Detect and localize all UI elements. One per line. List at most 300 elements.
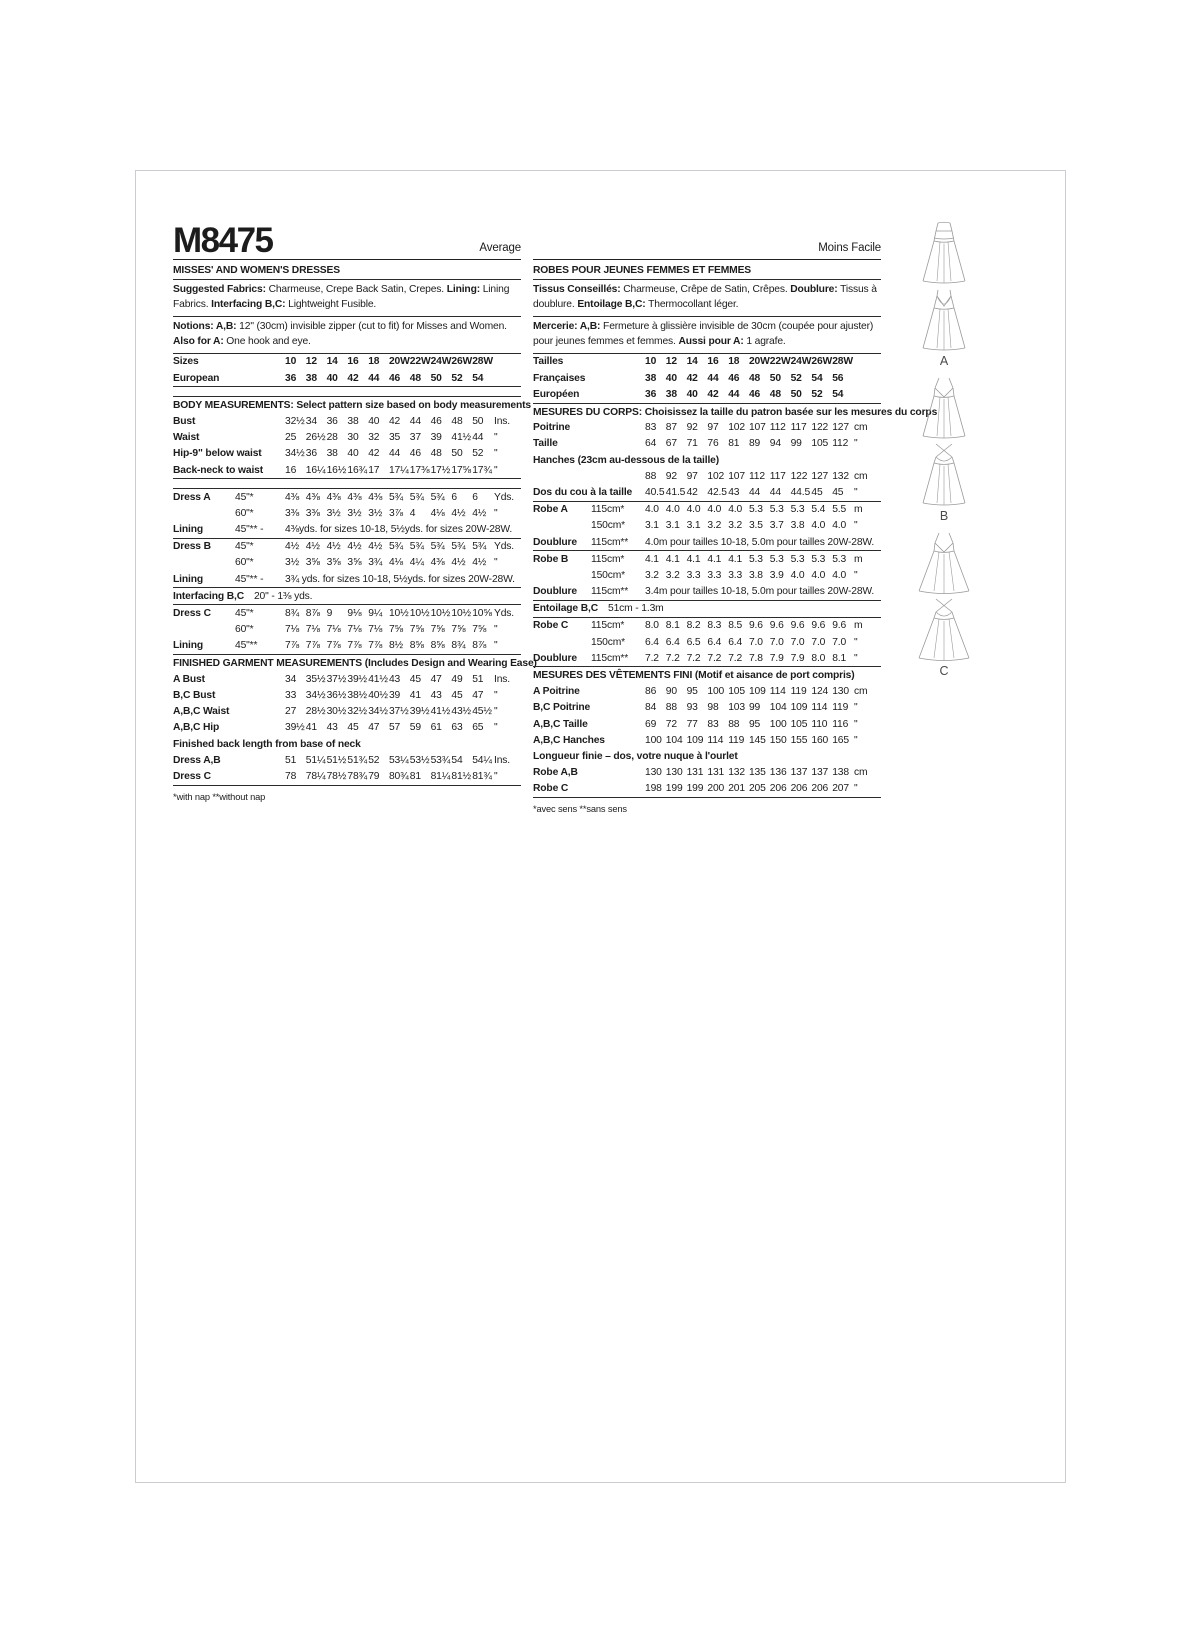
value-cell: 7.2	[707, 652, 722, 664]
value-cell: 22W	[409, 356, 431, 368]
value-cell: 36	[305, 448, 317, 460]
value-cell: 3.5	[748, 520, 763, 532]
row-sublabel: 150cm*	[591, 636, 626, 648]
unit-cell: "	[854, 487, 858, 499]
value-cell: 17¼	[388, 464, 409, 476]
value-cell: 47	[368, 722, 380, 734]
table-row	[533, 485, 881, 501]
table-row	[533, 584, 881, 600]
value-cell: 4.0	[645, 504, 659, 516]
difficulty-level-french: Moins Facile	[818, 242, 881, 255]
paragraph-segment: Charmeuse, Crêpe de Satin, Crêpes.	[620, 283, 791, 295]
value-cell: 42	[368, 448, 380, 460]
row-label: Européen	[533, 388, 580, 400]
value-cell: 53½	[409, 754, 430, 766]
unit-cell: "	[494, 706, 498, 718]
value-cell: 54	[472, 372, 484, 384]
value-cell: 48	[451, 416, 463, 428]
row-sublabel: 45"*	[235, 491, 254, 503]
section-title: ROBES POUR JEUNES FEMMES ET FEMMES	[533, 264, 752, 276]
value-cell: 24W	[790, 356, 812, 368]
row-label: Tailles	[533, 356, 564, 368]
value-cell: 28½	[305, 706, 326, 718]
value-cell: 16	[285, 464, 297, 476]
value-cell: 97	[707, 422, 719, 434]
value-cell: 41½	[430, 706, 451, 718]
value-cell: 50	[451, 448, 463, 460]
value-cell: 8.5	[728, 620, 743, 632]
value-cell: 47	[430, 673, 442, 685]
row-sublabel: 45"** -	[235, 573, 264, 585]
value-cell: 44	[472, 432, 484, 444]
value-cell: 107	[728, 470, 745, 482]
value-cell: 38	[645, 372, 657, 384]
table-row	[533, 634, 881, 650]
value-cell: 105	[790, 718, 808, 730]
unit-cell: "	[494, 722, 498, 734]
value-cell: 35½	[305, 673, 326, 685]
row-values	[285, 415, 493, 428]
value-cell: 16½	[326, 464, 347, 476]
value-cell: 37½	[388, 706, 409, 718]
value-cell: 6.4	[665, 636, 680, 648]
value-cell: 4.0	[832, 520, 847, 532]
row-values	[645, 519, 853, 532]
value-cell: 4.1	[645, 553, 659, 565]
row-sublabel: 45"*	[235, 541, 254, 553]
table-section-header: Longueur finie – dos, votre nuque à l'ourlet	[533, 751, 738, 763]
value-cell: 3.2	[665, 569, 680, 581]
value-cell: 107	[748, 422, 766, 434]
paragraph-segment: Notions: A,B:	[173, 320, 237, 332]
value-cell: 3⅝	[347, 557, 362, 569]
paragraph-segment: 12" (30cm) invisible zipper (cut to fit) for Misses and Women.	[236, 320, 507, 332]
table-section-header: Finished back length from base of neck	[173, 738, 361, 750]
row-values	[645, 701, 853, 714]
table-row	[533, 716, 881, 732]
value-cell: 17½	[430, 464, 451, 476]
value-cell: 3.1	[665, 520, 680, 532]
table-section-header: Hanches (23cm au-dessous de la taille)	[533, 455, 720, 467]
paragraph-segment: Thermocollant léger.	[645, 298, 739, 310]
value-cell: 3.1	[645, 520, 659, 532]
value-cell: 8¾	[451, 640, 466, 652]
value-cell: 4⅜	[430, 557, 445, 569]
value-cell: 5.3	[748, 553, 763, 565]
table-row	[173, 370, 521, 386]
paragraph	[533, 317, 881, 353]
value-cell: 6.5	[686, 636, 701, 648]
value-cell: 44	[409, 416, 421, 428]
paragraph-segment: Aussi pour A:	[678, 335, 744, 347]
value-cell: 45	[451, 689, 463, 701]
paragraph-segment: Suggested Fabrics:	[173, 283, 266, 295]
value-cell: 93	[686, 702, 698, 714]
section-title: MISSES' AND WOMEN'S DRESSES	[173, 264, 340, 276]
value-cell: 7.2	[665, 652, 680, 664]
english-header	[173, 213, 521, 260]
value-cell: 34½	[285, 448, 305, 460]
value-cell: 48	[748, 372, 761, 384]
value-cell: 4⅜	[326, 491, 341, 503]
row-label: Taille	[533, 438, 558, 450]
value-cell: 17	[368, 464, 380, 476]
value-cell: 135	[748, 767, 766, 779]
row-values	[645, 782, 853, 795]
value-cell: 88	[665, 702, 677, 714]
value-cell: 6	[472, 491, 478, 503]
value-cell: 7.0	[811, 636, 826, 648]
table-row	[533, 650, 881, 666]
value-cell: 54	[832, 388, 844, 400]
value-cell: 201	[728, 783, 745, 795]
row-sublabel: 115cm*	[591, 553, 625, 565]
table-row	[173, 720, 521, 736]
value-cell: 7⅞	[347, 640, 362, 652]
value-cell: 34½	[305, 689, 326, 701]
value-cell: 109	[686, 734, 704, 746]
value-cell: 3.2	[707, 520, 722, 532]
row-label: Lining	[173, 524, 203, 536]
value-cell: 5.3	[790, 553, 805, 565]
table-row	[533, 700, 881, 716]
value-cell: 39½	[285, 722, 305, 734]
value-cell: 119	[790, 686, 807, 698]
unit-cell: Ins.	[494, 673, 510, 685]
dress-b-back-illustration	[913, 441, 975, 507]
value-cell: 7⅞	[305, 640, 320, 652]
paragraph-segment: 1 agrafe.	[743, 335, 786, 347]
table-row	[533, 684, 881, 700]
value-cell: 7⅛	[285, 624, 300, 636]
value-cell: 20W	[388, 356, 410, 368]
unit-cell: "	[494, 557, 498, 569]
row-sublabel: 115cm*	[591, 620, 625, 632]
unit-cell: "	[854, 734, 858, 746]
value-cell: 25	[285, 432, 297, 444]
value-cell: 3⅞	[388, 507, 403, 519]
table-row	[533, 551, 881, 567]
value-cell: 42	[388, 416, 401, 428]
value-cell: 26W	[451, 356, 473, 368]
row-values	[645, 388, 853, 401]
dress-c-front-illustration	[913, 529, 975, 595]
value-cell: 100	[645, 734, 662, 746]
value-cell: 43	[388, 673, 401, 685]
table-row	[533, 518, 881, 534]
value-cell: 5¾	[388, 541, 403, 553]
table-row	[533, 601, 881, 617]
value-cell: 122	[790, 470, 808, 482]
value-cell: 92	[686, 422, 698, 434]
unit-cell: cm	[854, 422, 868, 434]
value-cell: 7⅛	[305, 624, 320, 636]
dress-a-front-illustration	[913, 219, 975, 285]
unit-cell: "	[854, 783, 858, 795]
value-cell: 3½	[326, 507, 341, 519]
dress-c-back-illustration	[913, 596, 975, 662]
value-cell: 81½	[451, 770, 471, 782]
value-cell: 9	[326, 607, 333, 619]
table-row	[173, 354, 521, 370]
unit-cell: "	[494, 689, 498, 701]
pattern-envelope-back-page	[135, 170, 1066, 1483]
value-cell: 28W	[472, 356, 493, 368]
row-values	[645, 553, 853, 566]
row-label: Dress A	[173, 491, 211, 503]
value-cell: 104	[665, 734, 683, 746]
value-cell: 10½	[451, 607, 471, 619]
value-cell: 4.0	[811, 520, 826, 532]
unit-cell: "	[854, 438, 858, 450]
value-cell: 112	[832, 438, 849, 450]
row-label: A,B,C Waist	[173, 706, 230, 718]
value-cell: 98	[707, 702, 719, 714]
value-cell: 46	[430, 416, 442, 428]
value-cell: 102	[707, 470, 725, 482]
value-cell: 105	[811, 438, 829, 450]
value-cell: 26W	[811, 356, 833, 368]
unit-cell: "	[494, 464, 498, 476]
value-cell: 89	[748, 438, 761, 450]
value-cell: 7.2	[686, 652, 701, 664]
table-row	[173, 489, 521, 505]
row-text: 51cm - 1.3m	[608, 603, 664, 615]
row-values	[645, 470, 853, 483]
row-label: Robe C	[533, 620, 569, 632]
table-row	[173, 555, 521, 571]
value-cell: 9.6	[811, 620, 826, 632]
table-row	[173, 622, 521, 638]
row-values	[645, 685, 853, 698]
row-values	[285, 721, 493, 734]
value-cell: 100	[707, 686, 725, 698]
spacer	[173, 387, 521, 396]
value-cell: 27	[285, 706, 297, 718]
table-section-header: MESURES DES VÊTEMENTS FINI (Motif et aisance de port compris)	[533, 670, 855, 682]
unit-cell: Yds.	[494, 541, 515, 553]
value-cell: 28	[326, 432, 338, 444]
value-cell: 67	[665, 438, 677, 450]
value-cell: 6.4	[707, 636, 722, 648]
value-cell: 131	[686, 767, 704, 779]
row-values	[645, 766, 853, 779]
row-values	[285, 431, 493, 444]
value-cell: 4⅜	[368, 491, 383, 503]
row-label: B,C Bust	[173, 689, 216, 701]
unit-cell: Yds.	[494, 491, 515, 503]
row-values	[285, 540, 493, 553]
row-label: Back-neck to waist	[173, 464, 264, 476]
row-values	[285, 355, 493, 368]
row-values	[285, 447, 493, 460]
unit-cell: "	[494, 448, 498, 460]
row-sublabel: 60"*	[235, 507, 254, 519]
value-cell: 42.5	[707, 487, 727, 499]
value-cell: 4½	[472, 557, 487, 569]
value-cell: 83	[645, 422, 657, 434]
row-label: Robe C	[533, 783, 569, 795]
value-cell: 4.1	[686, 553, 701, 565]
row-label: European	[173, 372, 220, 384]
value-cell: 3.8	[790, 520, 805, 532]
value-cell: 38	[347, 416, 359, 428]
value-cell: 50	[472, 416, 484, 428]
value-cell: 48	[769, 388, 781, 400]
value-cell: 112	[748, 470, 765, 482]
row-label: A,B,C Hanches	[533, 734, 605, 746]
value-cell: 20W	[748, 356, 770, 368]
value-cell: 122	[811, 422, 829, 434]
value-cell: 52	[790, 372, 802, 384]
value-cell: 88	[728, 718, 740, 730]
value-cell: 50	[790, 388, 802, 400]
table-row	[533, 568, 881, 584]
value-cell: 7⅛	[347, 624, 362, 636]
value-cell: 7.9	[769, 652, 784, 664]
value-cell: 46	[409, 448, 421, 460]
paragraph-segment: Tissus à doublure.	[533, 283, 877, 310]
value-cell: 46	[728, 372, 740, 384]
value-cell: 104	[769, 702, 787, 714]
value-cell: 3⅝	[326, 557, 341, 569]
value-cell: 78¾	[347, 770, 367, 782]
row-values	[285, 639, 493, 652]
value-cell: 51¾	[347, 754, 367, 766]
value-cell: 3.7	[769, 520, 784, 532]
row-label: Poitrine	[533, 422, 571, 434]
value-cell: 8½	[388, 640, 403, 652]
value-cell: 7.8	[748, 652, 763, 664]
unit-cell: cm	[854, 767, 868, 779]
unit-cell: "	[854, 702, 858, 714]
value-cell: 99	[790, 438, 802, 450]
value-cell: 17⅝	[451, 464, 471, 476]
value-cell: 41	[305, 722, 317, 734]
value-cell: 43	[326, 722, 338, 734]
unit-cell: m	[854, 620, 863, 632]
row-sublabel: 115cm**	[591, 586, 629, 598]
value-cell: 7⅝	[451, 624, 466, 636]
footnote: *avec sens **sans sens	[533, 804, 627, 815]
value-cell: 132	[832, 470, 849, 482]
row-sublabel: 115cm**	[591, 652, 629, 664]
row-sublabel: 115cm**	[591, 536, 629, 548]
value-cell: 94	[769, 438, 781, 450]
value-cell: 4.1	[728, 553, 743, 565]
dress-illustrations	[899, 219, 989, 684]
value-cell: 114	[769, 686, 786, 698]
value-cell: 35	[388, 432, 401, 444]
table-row	[173, 671, 521, 687]
value-cell: 81¾	[472, 770, 492, 782]
value-cell: 8.1	[832, 652, 847, 664]
unit-cell: cm	[854, 686, 868, 698]
value-cell: 18	[368, 356, 380, 368]
value-cell: 9¼	[368, 607, 383, 619]
paragraph-segment: Lining Fabrics.	[173, 283, 510, 310]
value-cell: 5¾	[430, 491, 445, 503]
value-cell: 112	[769, 422, 786, 434]
value-cell: 7⅝	[409, 624, 424, 636]
value-cell: 88	[645, 470, 657, 482]
value-cell: 4.0	[728, 504, 743, 516]
value-cell: 51½	[326, 754, 347, 766]
value-cell: 9.6	[790, 620, 805, 632]
row-values	[285, 623, 493, 636]
value-cell: 4½	[472, 507, 487, 519]
value-cell: 4.0	[707, 504, 722, 516]
value-cell: 4⅜	[305, 491, 320, 503]
table-row	[533, 469, 881, 485]
footnote: *with nap **without nap	[173, 791, 266, 802]
value-cell: 9⅛	[347, 607, 362, 619]
value-cell: 17¾	[472, 464, 492, 476]
paragraph-segment: Also for A:	[173, 335, 224, 347]
value-cell: 200	[707, 783, 725, 795]
value-cell: 5¾	[409, 491, 424, 503]
value-cell: 45½	[472, 706, 492, 718]
paragraph-segment: Lining:	[446, 283, 480, 295]
value-cell: 206	[790, 783, 808, 795]
value-cell: 65	[472, 722, 484, 734]
dress-b-label: B	[939, 509, 949, 523]
value-cell: 206	[769, 783, 787, 795]
value-cell: 84	[645, 702, 657, 714]
value-cell: 4¼	[409, 557, 424, 569]
value-cell: 5.3	[811, 553, 826, 565]
unit-cell: "	[494, 432, 498, 444]
value-cell: 6.4	[728, 636, 743, 648]
value-cell: 40	[686, 388, 698, 400]
value-cell: 38	[326, 448, 338, 460]
french-header	[533, 213, 881, 260]
value-cell: 54¼	[472, 754, 492, 766]
value-cell: 7⅞	[285, 640, 300, 652]
table-row	[173, 704, 521, 720]
row-sublabel: 45"** -	[235, 524, 264, 536]
value-cell: 52	[472, 448, 484, 460]
row-sublabel: 45"**	[235, 640, 258, 652]
row-label: Lining	[173, 573, 203, 585]
row-label: Doublure	[533, 652, 577, 664]
value-cell: 52	[811, 388, 823, 400]
value-cell: 46	[388, 372, 401, 384]
row-values	[285, 689, 493, 702]
row-label: Lining	[173, 640, 203, 652]
value-cell: 8.0	[645, 620, 659, 632]
value-cell: 56	[832, 372, 844, 384]
value-cell: 160	[811, 734, 829, 746]
row-sublabel: 150cm*	[591, 569, 626, 581]
value-cell: 7.0	[832, 636, 847, 648]
value-cell: 39	[388, 689, 401, 701]
unit-cell: Ins.	[494, 754, 510, 766]
value-cell: 3½	[347, 507, 362, 519]
paragraph	[173, 280, 521, 316]
table-row	[173, 430, 521, 446]
value-cell: 59	[409, 722, 421, 734]
value-cell: 165	[832, 734, 849, 746]
value-cell: 103	[728, 702, 745, 714]
value-cell: 5.3	[769, 504, 784, 516]
value-cell: 53¾	[430, 754, 451, 766]
row-label: Dress A,B	[173, 754, 221, 766]
unit-cell: m	[854, 504, 863, 516]
value-cell: 78	[285, 770, 297, 782]
value-cell: 43	[728, 487, 740, 499]
row-values	[285, 770, 493, 783]
